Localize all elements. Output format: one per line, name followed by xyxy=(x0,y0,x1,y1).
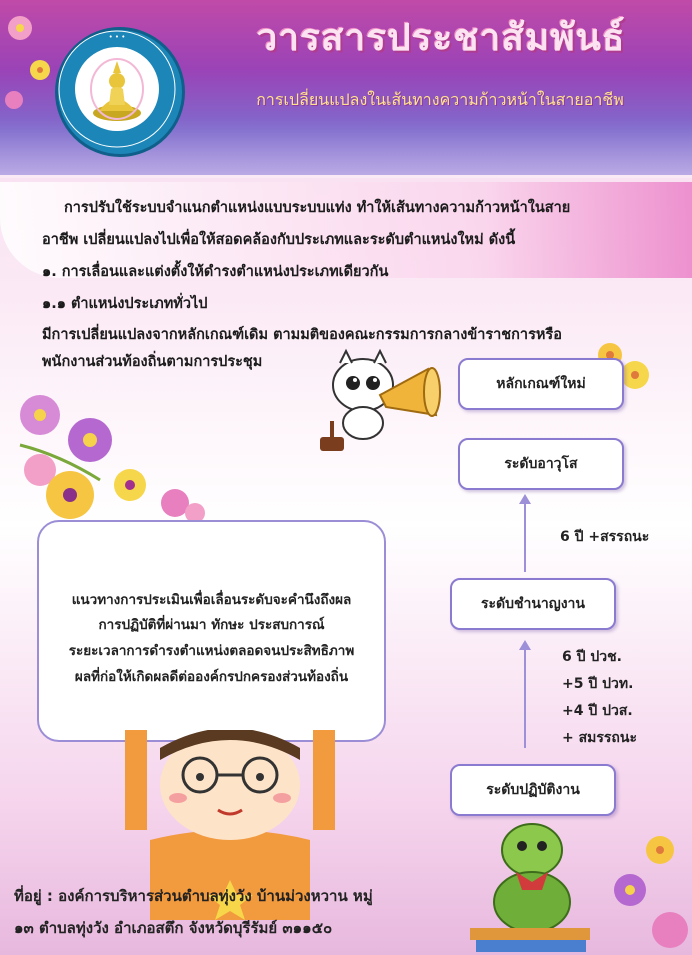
requirement-senior: 6 ปี +สรรถนะ xyxy=(560,529,650,545)
intro-line-2: อาชีพ เปลี่ยนแปลงไปเพื่อให้สอดคล้องกับประเภทและระดับตำแหน่งใหม่ ดังนี้ xyxy=(42,232,516,248)
requirement-experienced-1: 6 ปี ปวช. xyxy=(562,649,622,665)
arrow-up-icon xyxy=(519,494,531,504)
address-line-1: ที่อยู่ : องค์การบริหารส่วนตำบลทุ่งวัง บ้านม่วงหวาน หมู่ xyxy=(14,887,373,905)
evaluation-guideline-box xyxy=(37,520,386,742)
flower-decoration-icon xyxy=(600,820,692,955)
intro-line-1: การปรับใช้ระบบจำแนกตำแหน่งแบบระบบแท่ง ทำให้เส้นทางความก้าวหน้าในสาย xyxy=(64,200,571,216)
guideline-line-1: แนวทางการประเมินเพื่อเลื่อนระดับจะคำนึงถึงผล xyxy=(71,592,352,608)
newsletter-subtitle: การเปลี่ยนแปลงในเส้นทางความก้าวหน้าในสายอาชีพ xyxy=(256,90,624,109)
requirement-experienced-4: + สมรรถนะ xyxy=(562,730,637,746)
item-1-1-heading: ๑.๑ ตำแหน่งประเภททั่วไป xyxy=(42,296,208,312)
svg-text:• • •: • • • xyxy=(108,33,126,41)
flow-level-experienced: ระดับชำนาญงาน xyxy=(450,578,616,630)
intro-line-4: พนักงานส่วนท้องถิ่นตามการประชุม xyxy=(42,354,263,370)
flow-header-new-criteria: หลักเกณฑ์ใหม่ xyxy=(458,358,624,410)
header-banner xyxy=(0,0,692,175)
arrow-up-line xyxy=(524,648,526,748)
requirement-experienced-3: +4 ปี ปวส. xyxy=(562,703,633,719)
address-line-2: ๑๓ ตำบลทุ่งวัง อำเภอสตึก จังหวัดบุรีรัมย์ ๓๑๑๕๐ xyxy=(14,919,333,937)
guideline-line-4: ผลที่ก่อให้เกิดผลดีต่อองค์กรปกครองส่วนท้องถิ่น xyxy=(74,669,349,685)
turtle-cartoon-illustration xyxy=(470,810,600,955)
flow-level-senior: ระดับอาวุโส xyxy=(458,438,624,490)
cartoon-megaphone-illustration xyxy=(318,345,448,470)
guideline-line-3: ระยะเวลาการดำรงตำแหน่งตลอดจนประสิทธิภาพ xyxy=(68,643,355,659)
flower-decoration-icon xyxy=(0,0,60,120)
pansy-flowers-icon xyxy=(0,385,215,530)
arrow-up-icon xyxy=(519,640,531,650)
arrow-up-line xyxy=(524,502,526,572)
newsletter-title: วารสารประชาสัมพันธ์ xyxy=(256,15,626,59)
flow-level-practitioner: ระดับปฏิบัติงาน xyxy=(450,764,616,816)
seal-ring-icon xyxy=(55,27,179,151)
requirement-experienced-2: +5 ปี ปวท. xyxy=(562,676,634,692)
intro-line-3: มีการเปลี่ยนแปลงจากหลักเกณฑ์เดิม ตามมติของคณะกรรมการกลางข้าราชการหรือ xyxy=(42,327,562,343)
guideline-line-2: การปฏิบัติที่ผ่านมา ทักษะ ประสบการณ์ xyxy=(98,617,325,633)
organization-seal-logo xyxy=(55,27,185,157)
item-1-heading: ๑. การเลื่อนและแต่งตั้งให้ดำรงตำแหน่งประเภทเดียวกัน xyxy=(42,264,389,280)
